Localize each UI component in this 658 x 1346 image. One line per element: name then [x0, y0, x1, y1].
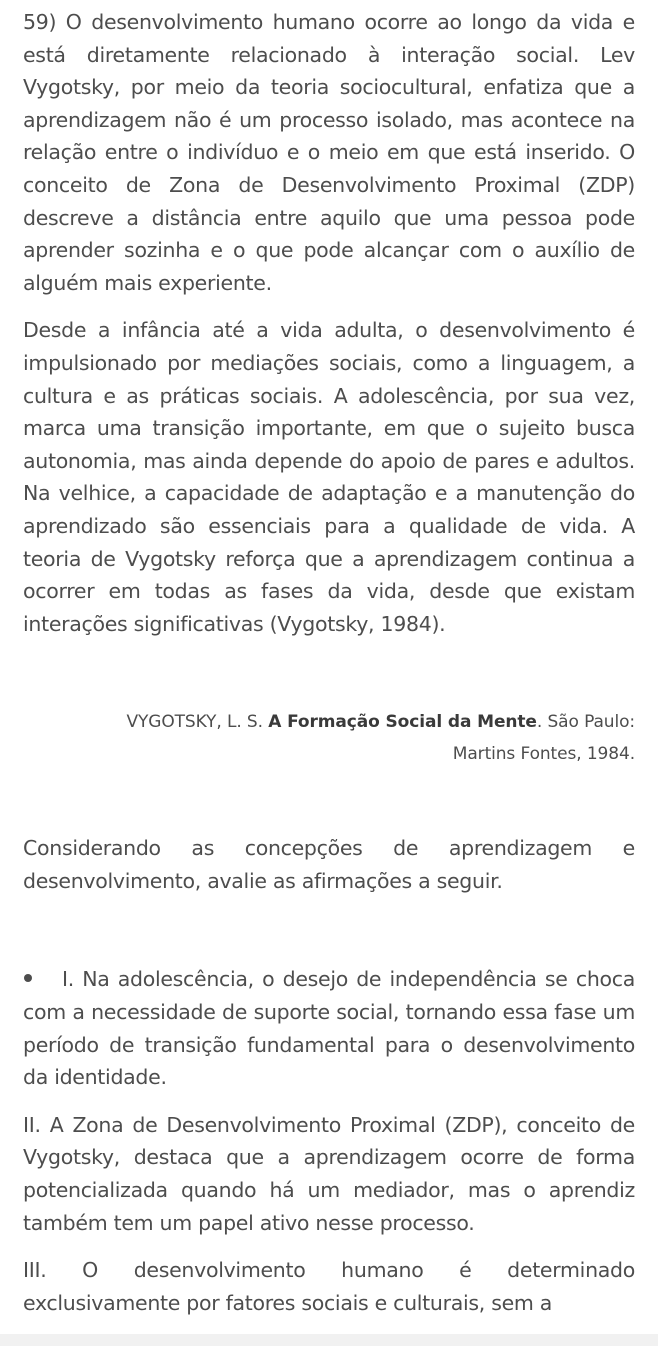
- reference-title: A Formação Social da Mente: [268, 712, 537, 733]
- question-content: [23, 6, 635, 1319]
- bibliographic-reference: [23, 706, 635, 770]
- question-prompt: Considerando as concepções de aprendizagem e desenvolvimento, avalie as afirmações a seguir.: [23, 836, 635, 893]
- statement-text-1: I. Na adolescência, o desejo de independência se choca com a necessidade de suporte social, tornando essa fase um período de transição fundamental para o desenvolvimento da identidade.: [23, 967, 635, 1090]
- reference-author: VYGOTSKY, L. S.: [126, 712, 269, 733]
- statement-item: III. O desenvolvimento humano é determinado exclusivamente por fatores sociais e culturais, sem a: [23, 1258, 635, 1315]
- statement-item: II. A Zona de Desenvolvimento Proximal (ZDP), conceito de Vygotsky, destaca que a aprendizagem ocorre de forma potencializada quando há um mediador, mas o aprendiz também tem um papel ativo nesse processo.: [23, 1112, 635, 1235]
- context-paragraph: Desde a infância até a vida adulta, o desenvolvimento é impulsionado por mediações sociais, como a linguagem, a cultura e as práticas sociais. A adolescência, por sua vez, marca uma transição importante, em que o sujeito busca autonomia, mas ainda depende do apoio de pares e adultos. Na velhice, a capacidade de adaptação e a manutenção do aprendizado são essenciais para a qualidade de vida. A teoria de Vygotsky reforça que a aprendizagem continua a ocorrer em todas as fases da vida, desde que existam interações significativas (Vygotsky, 1984).: [23, 318, 635, 636]
- bottom-edge-overlay: [0, 1334, 658, 1346]
- reference-details: . São Paulo: Martins Fontes, 1984.: [452, 712, 635, 765]
- statement-item: [23, 963, 635, 1093]
- bullet-icon: [23, 963, 62, 996]
- intro-paragraph: 59) O desenvolvimento humano ocorre ao longo da vida e está diretamente relacionado à interação social. Lev Vygotsky, por meio da teoria sociocultural, enfatiza que a aprendizagem não é um processo isolado, mas acontece na relação entre o indivíduo e o meio em que está inserido. O conceito de Zona de Desenvolvimento Proximal (ZDP) descreve a distância entre aquilo que uma pessoa pode aprender sozinha e o que pode alcançar com o auxílio de alguém mais experiente.: [23, 10, 635, 295]
